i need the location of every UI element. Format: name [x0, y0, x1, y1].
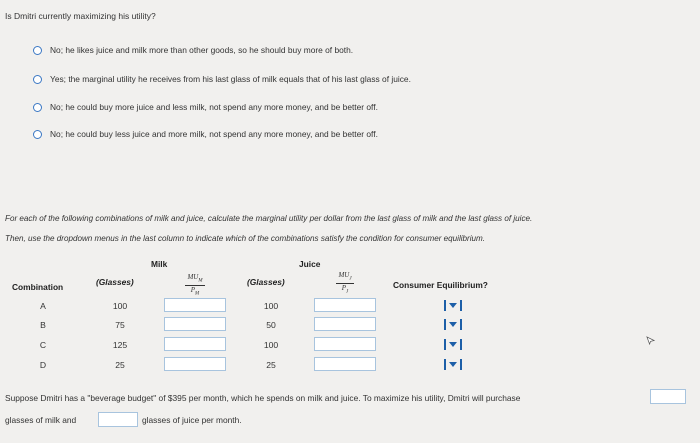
chevron-down-icon — [449, 342, 457, 347]
radio-icon[interactable] — [33, 103, 42, 112]
option-label: No; he could buy less juice and more milk, not spend any more money, and be better off. — [50, 129, 378, 139]
juice-mu-per-dollar-input[interactable] — [314, 298, 376, 312]
juice-mu-per-dollar-input[interactable] — [314, 337, 376, 351]
juice-mu-per-dollar-input[interactable] — [314, 357, 376, 371]
juice-quantity-input[interactable] — [98, 412, 138, 427]
dropdown-bar — [460, 359, 462, 370]
combination-header: Combination — [12, 282, 64, 292]
budget-question-line-2a: glasses of milk and — [5, 415, 77, 425]
option-3[interactable] — [33, 100, 378, 114]
equilibrium-dropdown[interactable] — [444, 317, 462, 331]
milk-glasses-cell: 125 — [112, 340, 128, 350]
radio-icon[interactable] — [33, 46, 42, 55]
option-label: No; he could buy more juice and less milk, not spend any more money, and be better off. — [50, 102, 378, 112]
juice-glasses-cell: 50 — [266, 320, 276, 330]
milk-glasses-cell: 75 — [115, 320, 125, 330]
dropdown-bar — [460, 339, 462, 350]
milk-mu-per-dollar-input[interactable] — [164, 317, 226, 331]
equilibrium-dropdown[interactable] — [444, 298, 462, 312]
mu-per-price-milk-header: $MU_M$ $P_M$ — [187, 273, 203, 297]
option-1[interactable] — [33, 43, 353, 57]
option-label: No; he likes juice and milk more than other goods, so he should buy more of both. — [50, 45, 354, 55]
equilibrium-dropdown[interactable] — [444, 357, 462, 371]
milk-mu-per-dollar-input[interactable] — [164, 298, 226, 312]
instruction-line-2: Then, use the dropdown menus in the last column to indicate which of the combinations satisfy the condition for consumer equilibrium. — [5, 234, 486, 243]
radio-icon[interactable] — [33, 75, 42, 84]
combination-cell: D — [39, 360, 47, 370]
equilibrium-header: Consumer Equilibrium? — [393, 280, 488, 290]
combination-cell: C — [39, 340, 47, 350]
question-title: Is Dmitri currently maximizing his utility? — [5, 11, 156, 21]
milk-glasses-cell: 100 — [112, 301, 128, 311]
chevron-down-icon — [449, 303, 457, 308]
mu-per-price-juice-header: $MU_J$ $P_J$ — [338, 271, 352, 295]
milk-mu-per-dollar-input[interactable] — [164, 357, 226, 371]
option-4[interactable] — [33, 127, 378, 141]
option-2[interactable] — [33, 72, 411, 86]
chevron-down-icon — [449, 362, 457, 367]
mouse-cursor-icon — [646, 336, 655, 345]
equilibrium-dropdown[interactable] — [444, 337, 462, 351]
dropdown-bar — [460, 319, 462, 330]
milk-mu-per-dollar-input[interactable] — [164, 337, 226, 351]
juice-mu-per-dollar-input[interactable] — [314, 317, 376, 331]
juice-group-header: Juice — [299, 259, 321, 269]
juice-glasses-header: (Glasses) — [247, 277, 285, 287]
budget-question-line-1: Suppose Dmitri has a "beverage budget" of $395 per month, which he spends on milk and juice. To maximize his utility, Dmitri will purchase — [5, 393, 521, 403]
milk-glasses-cell: 25 — [115, 360, 125, 370]
dropdown-bar — [444, 319, 446, 330]
chevron-down-icon — [449, 322, 457, 327]
milk-glasses-header: (Glasses) — [96, 277, 134, 287]
dropdown-bar — [460, 300, 462, 311]
dropdown-bar — [444, 339, 446, 350]
radio-icon[interactable] — [33, 130, 42, 139]
dropdown-bar — [444, 359, 446, 370]
juice-glasses-cell: 25 — [266, 360, 276, 370]
combination-cell: A — [40, 301, 46, 311]
instruction-line-1: For each of the following combinations of milk and juice, calculate the marginal utility per dollar from the last glass of milk and the last glass of juice. — [5, 214, 533, 223]
juice-glasses-cell: 100 — [263, 340, 279, 350]
option-label: Yes; the marginal utility he receives from his last glass of milk equals that of his last glass of juice. — [50, 74, 411, 84]
dropdown-bar — [444, 300, 446, 311]
juice-glasses-cell: 100 — [263, 301, 279, 311]
milk-quantity-input[interactable] — [650, 389, 686, 404]
combination-cell: B — [40, 320, 46, 330]
milk-group-header: Milk — [151, 259, 168, 269]
budget-question-line-2b: glasses of juice per month. — [142, 415, 242, 425]
